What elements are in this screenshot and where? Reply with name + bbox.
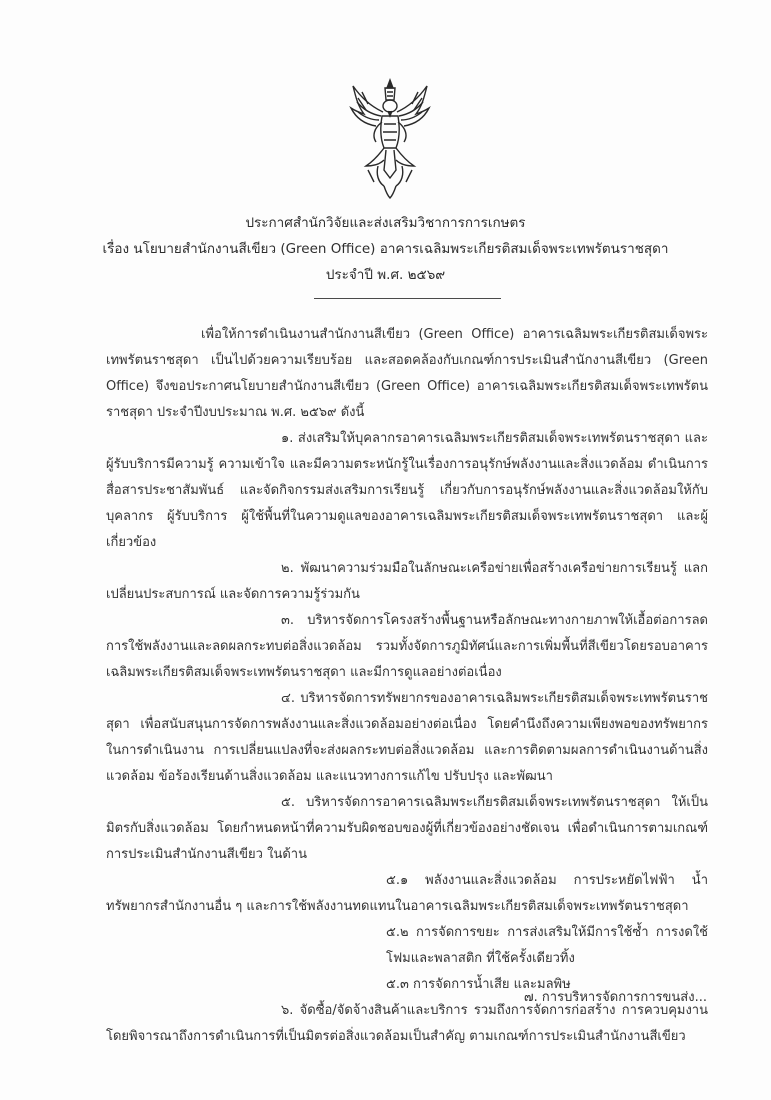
policy-item: ๕. บริหารจัดการอาคารเฉลิมพระเกียรติสมเด็จพระเทพรัตนราชสุดา ให้เป็นมิตรกับสิ่งแวดล้อม โดยกำหนดหน้าที่ความรับผิดชอบของผู้ที่เกี่ยวข้องอย่างชัดเจน เพื่อดำเนินการตามเกณฑ์การประเมินสำนักงานสีเขียว ในด้าน (106, 795, 708, 862)
garuda-emblem-icon (348, 78, 432, 200)
announcement-subject: เรื่อง นโยบายสำนักงานสีเขียว (Green Office) อาคารเฉลิมพระเกียรติสมเด็จพระเทพรัตนราชสุดา (102, 241, 669, 257)
announcement-year: ประจำปี พ.ศ. ๒๕๖๙ (325, 267, 446, 283)
policy-subitem: ๕.๑ พลังงานและสิ่งแวดล้อม การประหยัดไฟฟ้า น้ำ ทรัพยากรสำนักงานอื่น ๆ และการใช้พลังงานทดแทนในอาคารเฉลิมพระเกียรติสมเด็จพระเทพรัตนราชสุดา (106, 873, 708, 914)
announcement-title: ประกาศสำนักวิจัยและส่งเสริมวิชาการการเกษตร (245, 215, 526, 231)
continuation-note: ๗. การบริหารจัดการการขนส่ง... (523, 990, 707, 1005)
policy-subitem: ๕.๓ การจัดการน้ำเสีย และมลพิษ (386, 977, 571, 992)
policy-item: ๖. จัดซื้อ/จัดจ้างสินค้าและบริการ รวมถึงการจัดการก่อสร้าง การควบคุมงาน โดยพิจารณาถึงการดำเนินการที่เป็นมิตรต่อสิ่งแวดล้อมเป็นสำคัญ ตามเกณฑ์การประเมินสำนักงานสีเขียว (106, 1003, 708, 1044)
policy-item: ๒. พัฒนาความร่วมมือในลักษณะเครือข่ายเพื่อสร้างเครือข่ายการเรียนรู้ แลกเปลี่ยนประสบการณ์ และจัดการความรู้ร่วมกัน (106, 561, 708, 602)
policy-item: ๑. ส่งเสริมให้บุคลากรอาคารเฉลิมพระเกียรติสมเด็จพระเทพรัตนราชสุดา และผู้รับบริการมีความรู้ ความเข้าใจ และมีความตระหนักรู้ในเรื่องการอนุรักษ์พลังงานและสิ่งแวดล้อม ดำเนินการสื่อสารประชาสัมพันธ์ และจัดกิจกรรมส่งเสริมการเรียนรู้ เกี่ยวกับการอนุรักษ์พลังงานและสิ่งแวดล้อมให้กับบุคลากร ผู้รับบริการ ผู้ใช้พื้นที่ในความดูแลของอาคารเฉลิมพระเกียรติสมเด็จพระเทพรัตนราชสุดา และผู้เกี่ยวข้อง (106, 431, 708, 550)
intro-paragraph: เพื่อให้การดำเนินงานสำนักงานสีเขียว (Green Office) อาคารเฉลิมพระเกียรติสมเด็จพระเทพรัตนราชสุดา เป็นไปด้วยความเรียบร้อย และสอดคล้องกับเกณฑ์การประเมินสำนักงานสีเขียว (Green Office) จึงขอประกาศนโยบายสำนักงานสีเขียว (Green Office) อาคารเฉลิมพระเกียรติสมเด็จพระเทพรัตนราชสุดา ประจำปีงบประมาณ พ.ศ. ๒๕๖๙ ดังนี้ (106, 327, 708, 420)
policy-item: ๔. บริหารจัดการทรัพยากรของอาคารเฉลิมพระเกียรติสมเด็จพระเทพรัตนราชสุดา เพื่อสนับสนุนการจัดการพลังงานและสิ่งแวดล้อมอย่างต่อเนื่อง โดยคำนึงถึงความเพียงพอของทรัพยากรในการดำเนินงาน การเปลี่ยนแปลงที่จะส่งผลกระทบต่อสิ่งแวดล้อม และการติดตามผลการดำเนินงานด้านสิ่งแวดล้อม ข้อร้องเรียนด้านสิ่งแวดล้อม และแนวทางการแก้ไข ปรับปรุง และพัฒนา (106, 691, 708, 784)
policy-subitem: ๕.๒ การจัดการขยะ การส่งเสริมให้มีการใช้ซ้ำ การงดใช้โฟมและพลาสติก ที่ใช้ครั้งเดียวทิ้ง (386, 925, 708, 966)
policy-item: ๓. บริหารจัดการโครงสร้างพื้นฐานหรือลักษณะทางกายภาพให้เอื้อต่อการลดการใช้พลังงานและลดผลกระทบต่อสิ่งแวดล้อม รวมทั้งจัดการภูมิทัศน์และการเพิ่มพื้นที่สีเขียวโดยรอบอาคารเฉลิมพระเกียรติสมเด็จพระเทพรัตนราชสุดา และมีการดูแลอย่างต่อเนื่อง (106, 613, 708, 680)
header-divider (314, 298, 501, 299)
document-body (106, 322, 708, 1050)
